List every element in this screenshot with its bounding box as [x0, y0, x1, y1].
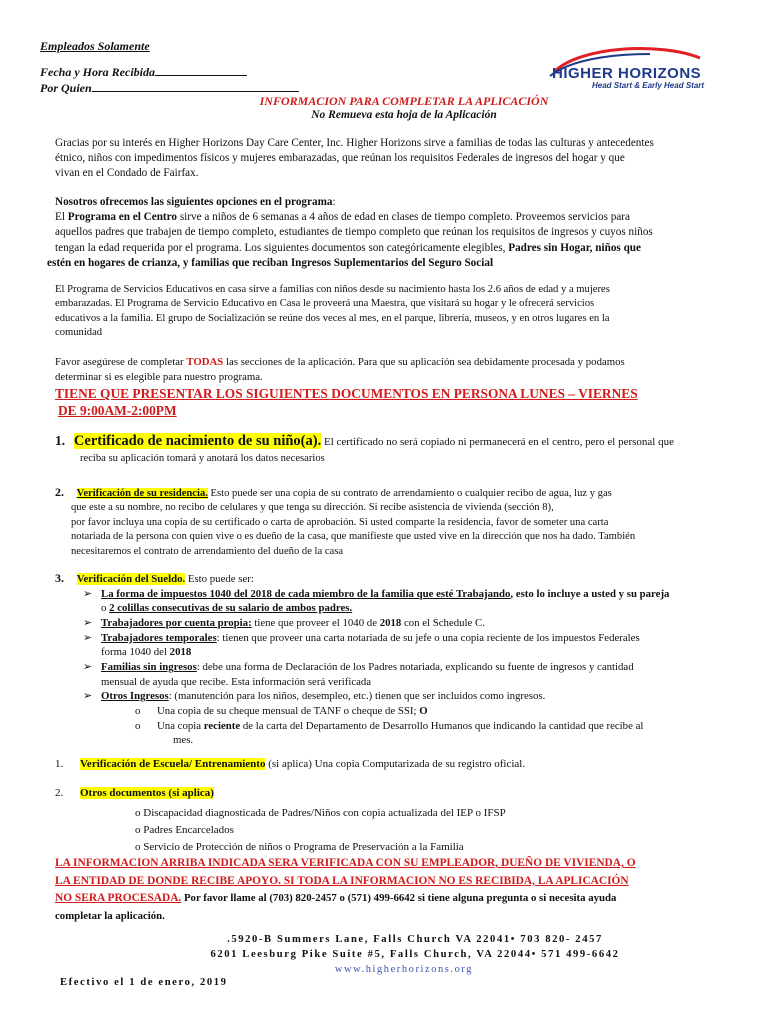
complete-notice: Favor asegúrese de completar TODAS las secciones de la aplicación. Para que su aplicación sea debidamente procesada y podamos determinar si es elegible para nuestro programa. [55, 356, 625, 383]
home-program-line: El Programa de Servicios Educativos en casa sirve a familias con niños desde su nacimiento hasta los 2.6 años de edad y a mujeres [55, 284, 610, 295]
income-sub-bullet: o Una copia de su cheque mensual de TANF o cheque de SSI; O [135, 705, 428, 718]
page-subtitle: No Remueva esta hoja de la Aplicación [311, 109, 497, 121]
income-bullet: ➢ Familias sin ingresos: debe una forma de Declaración de los Padres notariada, explicando su fuente de ingresos y cantidad [83, 661, 634, 674]
circle-bullet-icon: o [135, 719, 141, 732]
options-line: aquellos padres que trabajen de tiempo completo, estudiantes de tiempo completo que reúnan los requisitos de ingresos y cuyos niños [55, 226, 653, 239]
effective-date: Efectivo el 1 de enero, 2019 [60, 977, 228, 988]
intro-line: vivan en el Condado de Fairfax. [55, 167, 199, 180]
verification-warning: LA INFORMACION ARRIBA INDICADA SERA VERIFICADA CON SU EMPLEADOR, DUEÑO DE VIVIENDA, O LA ENTIDAD DE DONDE RECIBE APOYO. SI TODA LA INFORMACION NO ES RECIBIDA, LA APLICACIÓN NO SERA PROCESADA. Por favor llame al (703) 820-2457 o (571) 499-6642 si tiene alguna pregunta o si necesita ayuda completar la aplicación. [55, 857, 636, 923]
intro-paragraph [55, 136, 725, 182]
intro-line: Gracias por su interés en Higher Horizons Day Care Center, Inc. Higher Horizons sirve a familias de todas las culturas y antecedentes [55, 137, 654, 149]
options-line: estén en hogares de crianza, y familias que reciban Ingresos Suplementarios del Seguro Social [47, 256, 494, 269]
intro-line: étnico, niños con impedimentos físicos y mujeres embarazadas, que reúnan los requisitos Federales de ingresos del hogar y que [55, 152, 625, 165]
arrow-bullet-icon: ➢ [83, 661, 93, 674]
footer-website-link[interactable]: www.higherhorizons.org [334, 964, 474, 975]
income-bullet: ➢ La forma de impuestos 1040 del 2018 de cada miembro de la familia que esté Trabajando, esto lo incluye a usted y su pareja [83, 587, 670, 600]
logo-text: HIGHER HORIZONS [552, 65, 702, 82]
income-bullet-cont: mensual de ayuda que recibe. Esta información será verificada [101, 675, 372, 688]
home-program-line: educativos a la familia. El grupo de Socialización se reúne dos veces al mes, en el parque, librería, museos, y en otros lugares en la [55, 312, 610, 324]
options-line: El Programa en el Centro sirve a niños de 6 semanas a 4 años de edad en clases de tiempo completo. Proveemos servicios para [55, 211, 630, 224]
arrow-bullet-icon: ➢ [83, 617, 93, 630]
income-bullet-cont: o 2 colillas consecutivas de su salario de ambos padres. [101, 602, 353, 615]
income-sub-bullet: o Una copia reciente de la carta del Departamento de Desarrollo Humanos que indicando la cantidad que recibe al [135, 719, 644, 732]
in-person-notice: TIENE QUE PRESENTAR LOS SIGUIENTES DOCUMENTOS EN PERSONA LUNES – VIERNES DE 9:00AM-2:00PM [55, 386, 638, 419]
higher-horizons-logo [540, 42, 720, 98]
options-heading: Nosotros ofrecemos las siguientes opciones en el programa: [55, 196, 336, 208]
income-sub-bullet-cont: mes. [173, 734, 194, 747]
income-bullet: ➢ Trabajadores por cuenta propia: tiene que proveer el 1040 de 2018 con el Schedule C. [83, 617, 485, 630]
options-line: tengan la edad requerida por el programa. Los siguientes documentos son categóricamente elegibles, Padres sin Hogar, niños que [55, 241, 641, 254]
home-program-line: embarazadas. El Programa de Servicio Educativo en Casa le proveerá una Maestra, que visitará su hogar y le ofrecerá servicios [55, 298, 595, 310]
by-whom-field[interactable] [92, 80, 299, 92]
logo-tagline: Head Start & Early Head Start [592, 81, 705, 90]
date-received-label: Fecha y Hora Recibida [40, 64, 247, 80]
date-received-field[interactable] [155, 64, 247, 76]
footer-address-1: .5920-B Summers Lane, Falls Church VA 22041• 703 820- 2457 [227, 934, 603, 945]
other-doc-item: o Padres Encarcelados [135, 824, 234, 836]
income-bullet-cont: forma 1040 del 2018 [101, 646, 192, 659]
item-birth-certificate: 1. Certificado de nacimiento de su niño(a). El certificado no será copiado ni permanecerá en el centro, pero el personal que reciba su aplicación tomará y anotará los datos necesarios [55, 433, 674, 464]
by-whom-label: Por Quien [40, 80, 299, 96]
arrow-bullet-icon: ➢ [83, 631, 93, 644]
circle-bullet-icon: o [135, 705, 141, 718]
footer-address-2: 6201 Leesburg Pike Suite #5, Falls Church, VA 22044• 571 499-6642 [210, 949, 620, 960]
arrow-bullet-icon: ➢ [83, 587, 93, 600]
income-bullet: ➢ Trabajadores temporales: tienen que proveer una carta notariada de su jefe o una copia reciente de los impuestos Federales [83, 631, 640, 644]
income-bullet: ➢ Otros Ingresos: (manutención para los niños, desempleo, etc.) tienen que ser incluidos como ingresos. [83, 690, 546, 703]
home-program-paragraph [55, 283, 725, 341]
arrow-bullet-icon: ➢ [83, 690, 93, 703]
other-doc-item: o Servicio de Protección de niños o Programa de Preservación a la Familia [135, 841, 464, 854]
item-other-documents: 2. Otros documentos (si aplica) o Discapacidad diagnosticada de Padres/Niños con copia actualizada del IEP o IFSP o Padres Encarcelados o Servicio de Protección de niños o Programa de Preservación a la Familia [55, 786, 725, 856]
page-title: INFORMACION PARA COMPLETAR LA APLICACIÓN [259, 94, 549, 108]
item-income: 3. Verificación del Sueldo. Esto puede ser: ➢ La forma de impuestos 1040 del 2018 de cada miembro de la familia que esté Trabajando, esto lo incluye a usted y su pareja o 2 colillas consecutivas de su salario de ambos padres. ➢ Trabajadores por cuenta propia: tiene que proveer el 1040 de 2018 con el Schedule C. ➢ Trabajadores temporales: tienen que proveer una carta notariada de su jefe o una copia reciente de los impuestos Federales forma 1040 del 2018 ➢ Familias sin ingresos: debe una forma de Declaración de los Padres notariada, explicando su fuente de ingresos y cantidad mensual de ayuda que recibe. Esta información será verificada ➢ Otros Ingresos: (manutención para los niños, desempleo, etc.) tienen que ser incluidos como ingresos. o Una copia de su cheque mensual de TANF o cheque de SSI; O o Una copia reciente de la carta del Departamento de Desarrollo Humanos que indicando la cantidad que recibe al mes. [55, 570, 725, 748]
item-school: 1. Verificación de Escuela/ Entrenamiento (si aplica) Una copia Computarizada de su registro oficial. [55, 758, 526, 770]
home-program-line: comunidad [55, 327, 103, 339]
other-doc-item: o Discapacidad diagnosticada de Padres/Niños con copia actualizada del IEP o IFSP [135, 806, 506, 819]
staff-only-label: Empleados Solamente [40, 39, 150, 53]
program-options [47, 195, 725, 271]
item-residence: 2. Verificación de su residencia. Esto puede ser una copia de su contrato de arrendamiento o cualquier recibo de agua, luz y gas que este a su nombre, no recibo de celulares y que tenga su dirección. Si recibe asistencia de vivienda (sección 8), por favor incluya una copia de su certificado o carta de aprobación. Si usted comparte la residencia, favor de someter una carta notariada de la persona con quien vive o es dueño de la casa, que manifieste que usted vive en la dirección que nos ha dado. También necesitaremos el contrato de arrendamiento del dueño de la casa [55, 485, 636, 557]
